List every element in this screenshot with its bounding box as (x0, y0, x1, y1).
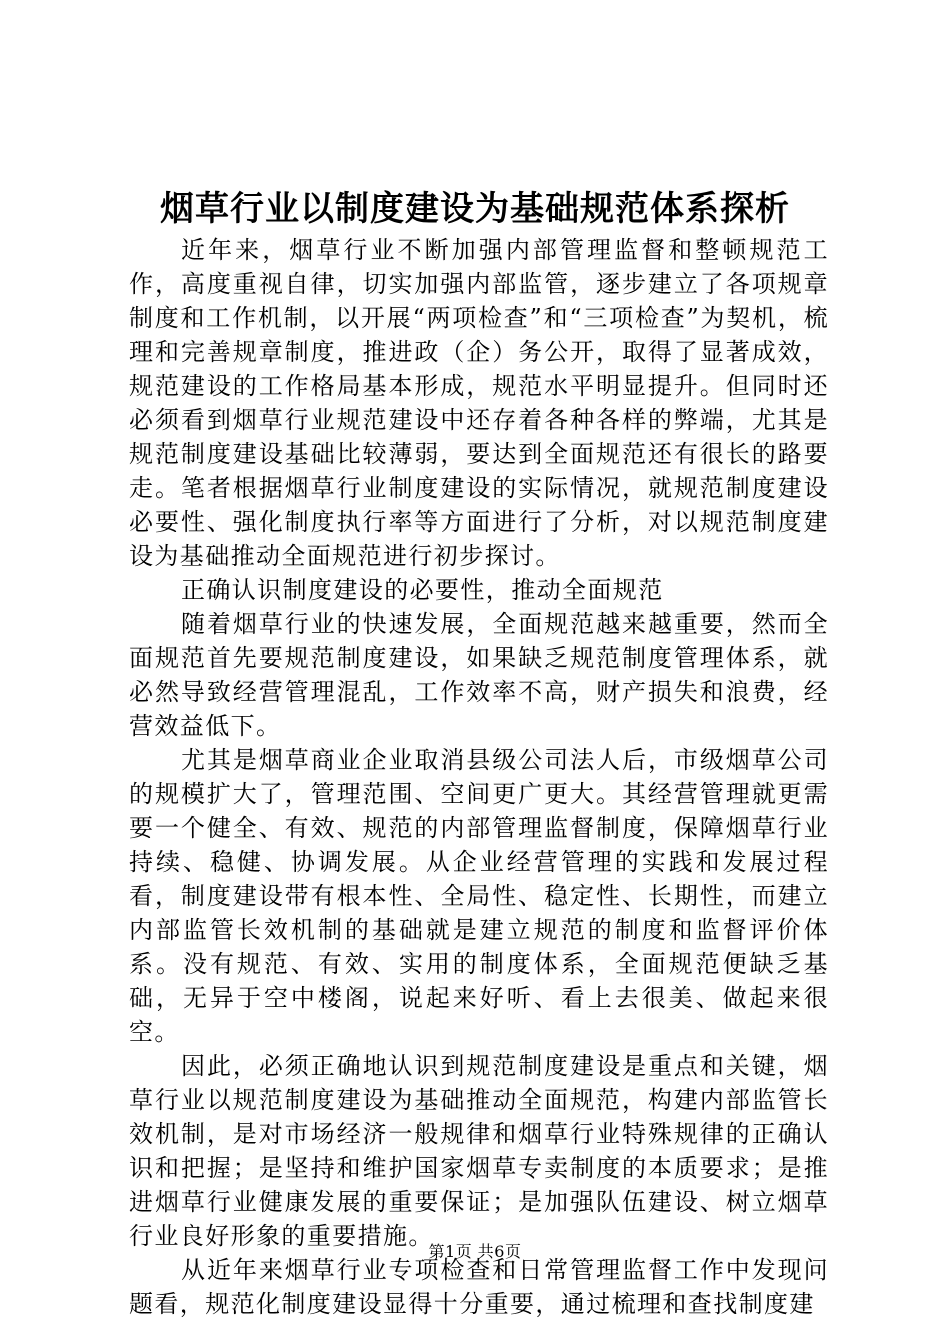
paragraph-development: 随着烟草行业的快速发展，全面规范越来越重要，然而全面规范首先要规范制度建设，如果缺乏规范制度管理体系，就必然导致经营管理混乱，工作效率不高，财产损失和浪费，经营效益低下。 (129, 610, 829, 740)
paragraph-inspections: 从近年来烟草行业专项检查和日常管理监督工作中发现问题看，规范化制度建设显得十分重要，通过梳理和查找制度建 (129, 1256, 829, 1318)
document-body (129, 233, 829, 1321)
paragraph-intro: 近年来，烟草行业不断加强内部管理监督和整顿规范工作，高度重视自律，切实加强内部监管，逐步建立了各项规章制度和工作机制，以开展“两项检查”和“三项检查”为契机，梳理和完善规章制度，推进政（企）务公开，取得了显著成效，规范建设的工作格局基本形成，规范水平明显提升。但同时还必须看到烟草行业规范建设中还存着各种各样的弊端，尤其是规范制度建设基础比较薄弱，要达到全面规范还有很长的路要走。笔者根据烟草行业制度建设的实际情况，就规范制度建设必要性、强化制度执行率等方面进行了分析，对以规范制度建设为基础推动全面规范进行初步探讨。 (129, 236, 829, 570)
page-number-footer: 第1页 共6页 (428, 1242, 522, 1261)
section-heading: 正确认识制度建设的必要性，推动全面规范 (181, 576, 664, 604)
paragraph-county-companies: 尤其是烟草商业企业取消县级公司法人后，市级烟草公司的规模扩大了，管理范围、空间更广更大。其经营管理就更需要一个健全、有效、规范的内部管理监督制度，保障烟草行业持续、稳健、协调发展。从企业经营管理的实践和发展过程看，制度建设带有根本性、全局性、稳定性、长期性，而建立内部监管长效机制的基础就是建立规范的制度和监督评价体系。没有规范、有效、实用的制度体系，全面规范便缺乏基础，无异于空中楼阁，说起来好听、看上去很美、做起来很空。 (129, 746, 829, 1046)
paragraph-therefore: 因此，必须正确地认识到规范制度建设是重点和关键，烟草行业以规范制度建设为基础推动全面规范，构建内部监管长效机制，是对市场经济一般规律和烟草行业特殊规律的正确认识和把握；是坚持和维护国家烟草专卖制度的本质要求；是推进烟草行业健康发展的重要保证；是加强队伍建设、树立烟草行业良好形象的重要措施。 (129, 1052, 829, 1250)
document-title: 烟草行业以制度建设为基础规范体系探析 (160, 189, 790, 229)
